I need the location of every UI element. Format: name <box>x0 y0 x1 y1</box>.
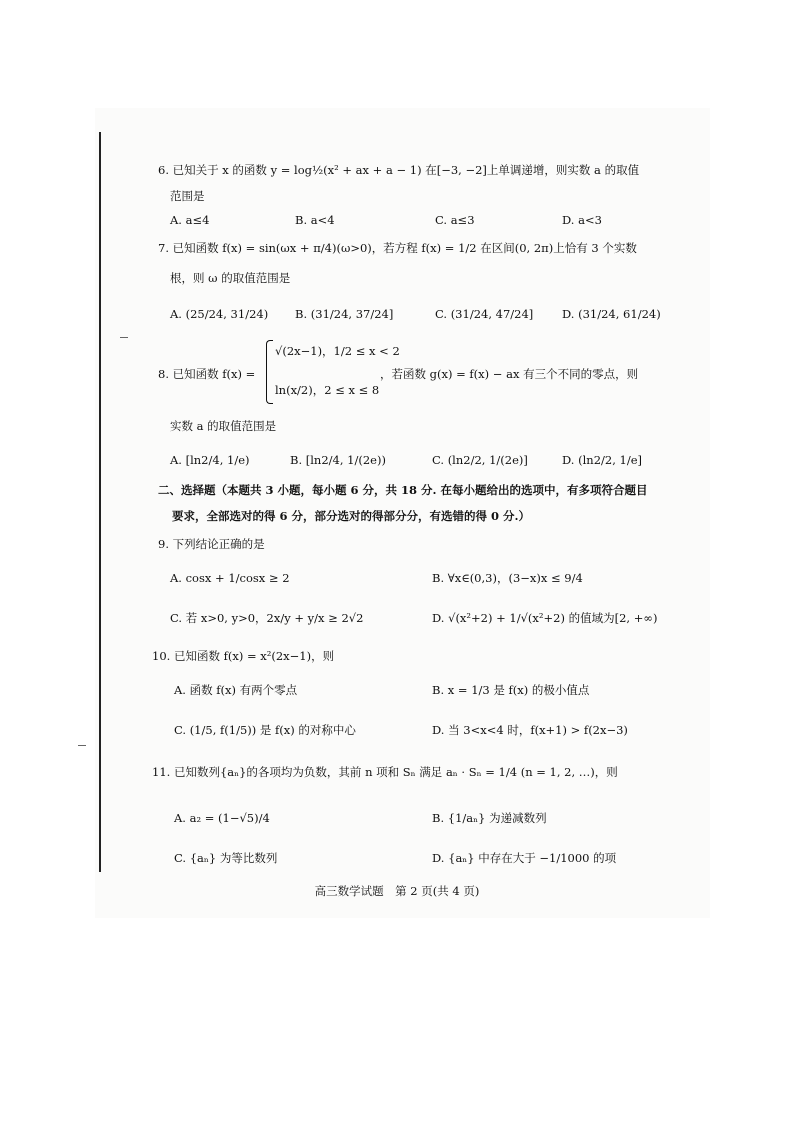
question-11-option-c: C. {aₙ} 为等比数列 <box>174 851 278 865</box>
scan-smudge <box>120 337 128 338</box>
question-6-option-c: C. a≤3 <box>435 213 475 227</box>
question-8-prefix: 8. 已知函数 f(x) = <box>158 367 256 381</box>
question-8-case-2: ln(x/2)，2 ≤ x ≤ 8 <box>275 383 380 397</box>
question-8-stem-line2: 实数 a 的取值范围是 <box>170 419 277 433</box>
question-7-stem-line2: 根，则 ω 的取值范围是 <box>170 271 291 285</box>
question-8-suffix: ，若函数 g(x) = f(x) − ax 有三个不同的零点，则 <box>380 367 639 381</box>
question-9-stem: 9. 下列结论正确的是 <box>158 537 265 551</box>
question-10-option-a: A. 函数 f(x) 有两个零点 <box>174 683 298 697</box>
question-11-option-b: B. {1/aₙ} 为递减数列 <box>432 811 547 825</box>
question-7-option-c: C. (31/24, 47/24] <box>435 307 534 321</box>
question-10-stem: 10. 已知函数 f(x) = x²(2x−1)，则 <box>152 649 335 663</box>
question-6-stem-line2: 范围是 <box>170 189 205 203</box>
question-11-option-a: A. a₂ = (1−√5)/4 <box>174 811 270 825</box>
question-10-option-d: D. 当 3<x<4 时，f(x+1) > f(2x−3) <box>432 723 628 737</box>
page-footer: 高三数学试题 第 2 页(共 4 页) <box>314 884 480 898</box>
question-7-option-d: D. (31/24, 61/24) <box>562 307 661 321</box>
section-2-heading-line2: 要求，全部选对的得 6 分，部分选对的得部分分，有选错的得 0 分.） <box>172 509 531 523</box>
question-8-option-c: C. (ln2/2, 1/(2e)] <box>432 453 528 467</box>
question-9-option-b: B. ∀x∈(0,3)，(3−x)x ≤ 9/4 <box>432 571 583 585</box>
question-10-option-b: B. x = 1/3 是 f(x) 的极小值点 <box>432 683 590 697</box>
question-8-case-1: √(2x−1)，1/2 ≤ x < 2 <box>275 344 400 358</box>
question-9-option-c: C. 若 x>0, y>0，2x/y + y/x ≥ 2√2 <box>170 611 364 625</box>
question-7-stem-line1: 7. 已知函数 f(x) = sin(ωx + π/4)(ω>0)，若方程 f(x) = 1/2 在区间(0, 2π)上恰有 3 个实数 <box>158 241 637 255</box>
question-11-option-d: D. {aₙ} 中存在大于 −1/1000 的项 <box>432 851 617 865</box>
question-6-option-d: D. a<3 <box>562 213 602 227</box>
binding-line <box>99 132 101 872</box>
piecewise-brace <box>266 340 273 404</box>
question-6-option-b: B. a<4 <box>295 213 335 227</box>
question-9-option-a: A. cosx + 1/cosx ≥ 2 <box>170 571 290 585</box>
question-10-option-c: C. (1/5, f(1/5)) 是 f(x) 的对称中心 <box>174 723 356 737</box>
question-9-option-d: D. √(x²+2) + 1/√(x²+2) 的值域为[2, +∞) <box>432 611 658 625</box>
question-8-option-d: D. (ln2/2, 1/e] <box>562 453 642 467</box>
question-11-stem: 11. 已知数列{aₙ}的各项均为负数，其前 n 项和 Sₙ 满足 aₙ · Sₙ = 1/4 (n = 1, 2, …)，则 <box>152 765 618 779</box>
question-8-option-b: B. [ln2/4, 1/(2e)) <box>290 453 386 467</box>
question-7-option-b: B. (31/24, 37/24] <box>295 307 394 321</box>
question-8-option-a: A. [ln2/4, 1/e) <box>170 453 250 467</box>
question-6-option-a: A. a≤4 <box>170 213 210 227</box>
question-6-stem-line1: 6. 已知关于 x 的函数 y = log½(x² + ax + a − 1) 在[−3, −2]上单调递增，则实数 a 的取值 <box>158 163 640 177</box>
section-2-heading-line1: 二、选择题（本题共 3 小题，每小题 6 分，共 18 分. 在每小题给出的选项中，有多项符合题目 <box>158 483 648 497</box>
scan-smudge <box>78 745 86 746</box>
question-7-option-a: A. (25/24, 31/24) <box>170 307 269 321</box>
